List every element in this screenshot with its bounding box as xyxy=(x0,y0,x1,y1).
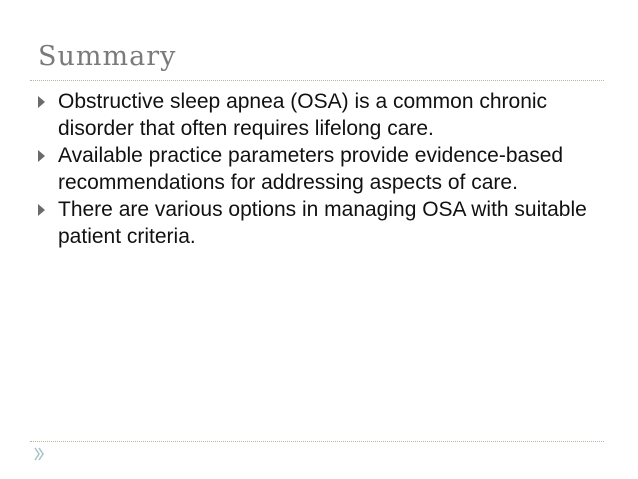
bullet-text: There are various options in managing OSA with suitable patient criteria. xyxy=(58,198,587,248)
bullet-text: Obstructive sleep apnea (OSA) is a common chronic disorder that often requires lifelong care. xyxy=(58,90,548,140)
bullet-item xyxy=(38,88,604,142)
slide-title: Summary xyxy=(38,41,177,72)
triangle-bullet-icon xyxy=(38,204,45,216)
double-chevron-icon xyxy=(34,447,44,461)
triangle-bullet-icon xyxy=(38,150,45,162)
title-divider xyxy=(30,80,604,81)
bullet-item xyxy=(38,196,604,250)
bullet-list xyxy=(38,88,604,250)
bullet-text: Available practice parameters provide evidence-based recommendations for addressing aspects of care. xyxy=(58,144,564,194)
triangle-bullet-icon xyxy=(38,96,45,108)
footer-divider xyxy=(30,441,604,442)
bullet-item xyxy=(38,142,604,196)
